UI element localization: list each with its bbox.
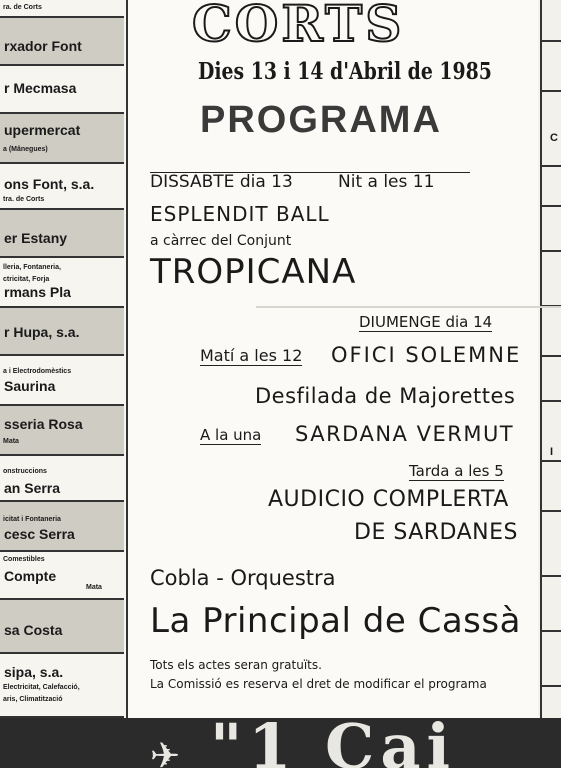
sponsor-detail: Mata (3, 438, 19, 445)
saturday-band: TROPICANA (150, 252, 357, 292)
sponsor-detail: icitat i Fontaneria (3, 516, 61, 523)
sponsor-ad (0, 356, 124, 406)
sponsor-ad (0, 210, 124, 258)
sponsor-name: an Serra (4, 480, 61, 496)
sponsor-ad (0, 308, 124, 356)
program-panel (128, 0, 538, 718)
sponsor-detail: ctricitat, Forja (3, 276, 50, 283)
sponsor-name: er Estany (4, 230, 68, 246)
right-ad-cell (542, 510, 561, 577)
sponsor-name: sa Costa (4, 622, 63, 638)
right-ad-cell (542, 165, 561, 207)
sponsor-ad (0, 258, 124, 308)
sunday-one-event: SARDANA VERMUT (295, 422, 515, 446)
sponsor-name: rmans Pla (4, 284, 71, 300)
sunday-morning-time: Matí a les 12 (200, 346, 303, 365)
sponsor-name: r Mecmasa (4, 80, 77, 96)
orchestra-name: La Principal de Cassà (150, 601, 521, 641)
saturday-by: a càrrec del Conjunt (150, 233, 292, 249)
sponsor-name: cesc Serra (4, 526, 75, 542)
sunday-day: DIUMENGE dia 14 (359, 313, 493, 331)
sunday-parade: Desfilada de Majorettes (255, 384, 516, 408)
right-ad-cell (542, 0, 561, 42)
sponsor-ad (0, 66, 124, 114)
sponsor-detail: Mata (86, 584, 102, 591)
saturday-day: DISSABTE dia 13 (150, 172, 293, 192)
sponsor-ad (0, 406, 124, 456)
right-ads-strip (540, 0, 561, 718)
sponsor-ad (0, 18, 124, 66)
sunday-one-time: A la una (200, 426, 262, 444)
orchestra-label: Cobla - Orquestra (150, 566, 336, 590)
sunday-afternoon-event-1: AUDICIO COMPLERTA (268, 487, 509, 512)
sponsor-detail: tra. de Corts (3, 196, 45, 203)
sunday-morning-event: OFICI SOLEMNE (331, 343, 522, 367)
sponsor-ad (0, 456, 124, 502)
program-heading: PROGRAMA (200, 99, 442, 141)
sponsor-name: Saurina (4, 378, 56, 394)
sponsor-name: sipa, s.a. (4, 664, 64, 680)
disclaimer-note: La Comissió es reserva el dret de modificar el programa (150, 677, 487, 691)
town-title: CORTS (192, 0, 405, 53)
sponsor-name: rxador Font (4, 38, 82, 54)
sponsor-name: r Hupa, s.a. (4, 324, 80, 340)
sponsor-name: ons Font, s.a. (4, 176, 95, 192)
sponsor-name: Compte (4, 568, 57, 584)
right-ad-cell (542, 90, 561, 167)
sponsor-detail: Comestibles (3, 556, 45, 563)
bottom-dark-band (0, 718, 561, 768)
sponsor-detail: a (Mânegues) (3, 146, 48, 153)
sponsor-ad (0, 502, 124, 552)
right-ad-cell (542, 460, 561, 512)
sponsor-detail: lleria, Fontaneria, (3, 264, 61, 271)
sponsor-detail: Electricitat, Calefacció, (3, 684, 80, 691)
sponsor-detail: aris, Climatització (3, 696, 63, 703)
right-ad-cell (542, 355, 561, 402)
sunday-afternoon-time: Tarda a les 5 (409, 462, 504, 480)
right-ad-cell (542, 575, 561, 632)
sponsor-name: sseria Rosa (4, 416, 83, 432)
right-ad-cell (542, 205, 561, 252)
right-ad-cell (542, 250, 561, 307)
sponsor-ad (0, 0, 124, 18)
bottom-band-text: "1 Cai (210, 718, 457, 768)
paper-fold (256, 306, 561, 308)
sponsor-ad (0, 654, 124, 718)
bird-logo-icon: ✈ (150, 736, 181, 768)
right-ad-cell (542, 630, 561, 687)
saturday-event: ESPLENDIT BALL (150, 202, 330, 226)
sponsor-detail: a i Electrodomèstics (3, 368, 72, 375)
sponsor-detail: onstruccions (3, 468, 47, 475)
sponsor-ad (0, 600, 124, 654)
right-ad-letter: C (550, 132, 558, 144)
free-note: Tots els actes seran gratuïts. (150, 658, 322, 672)
saturday-time: Nit a les 11 (338, 172, 435, 192)
right-ad-cell (542, 40, 561, 92)
sponsor-ads-column (0, 0, 128, 718)
sunday-afternoon-event-2: DE SARDANES (354, 520, 518, 545)
right-ad-cell (542, 305, 561, 357)
festival-dates: Dies 13 i 14 d'Abril de 1985 (198, 58, 492, 85)
right-ad-letter: I (550, 446, 554, 458)
sponsor-ad (0, 114, 124, 164)
sponsor-detail: ra. de Corts (3, 4, 42, 11)
sponsor-ad (0, 164, 124, 210)
sponsor-name: upermercat (4, 122, 81, 138)
sponsor-ad (0, 552, 124, 600)
